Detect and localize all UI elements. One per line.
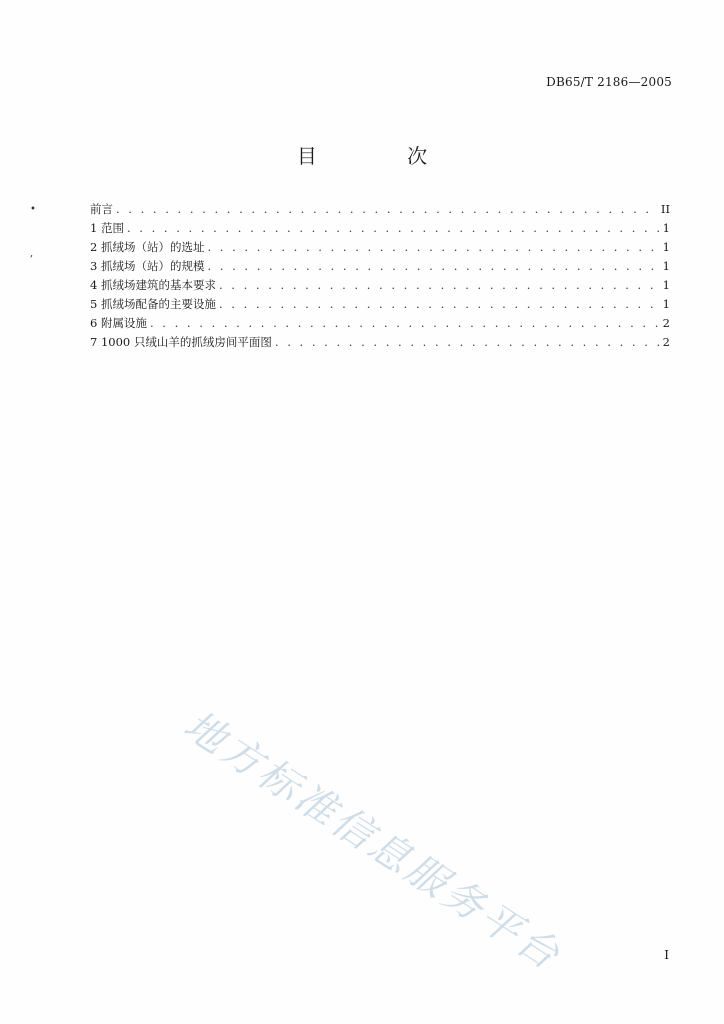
toc-entry[interactable]	[90, 276, 670, 295]
toc-entry[interactable]	[90, 314, 670, 333]
toc-entry[interactable]	[90, 333, 670, 352]
table-of-contents	[90, 200, 670, 352]
toc-leader-dots	[219, 295, 660, 314]
toc-leader-dots	[275, 333, 660, 352]
toc-entry-page: 2	[662, 335, 670, 349]
toc-entry-page: 1	[662, 240, 670, 254]
toc-leader-dots	[127, 219, 660, 238]
scan-speck: •	[30, 204, 36, 215]
toc-leader-dots	[207, 238, 659, 257]
toc-entry-label: 6 附属设施	[90, 316, 147, 330]
standard-code: DB65/T 2186—2005	[546, 75, 672, 89]
toc-entry[interactable]	[90, 200, 670, 219]
toc-entry-label: 4 抓绒场建筑的基本要求	[90, 278, 216, 292]
toc-entry-label: 3 抓绒场（站）的规模	[90, 259, 205, 273]
toc-entry-page: 1	[662, 259, 670, 273]
toc-entry[interactable]	[90, 295, 670, 314]
toc-entry-page: 1	[662, 278, 670, 292]
toc-entry-label: 7 1000 只绒山羊的抓绒房间平面图	[90, 335, 272, 349]
toc-entry-label: 2 抓绒场（站）的选址	[90, 240, 205, 254]
watermark: 地方标准信息服务平台	[175, 702, 570, 981]
page-title: 目 次	[296, 144, 470, 168]
toc-leader-dots	[219, 276, 660, 295]
toc-entry-label: 5 抓绒场配备的主要设施	[90, 297, 216, 311]
toc-leader-dots	[207, 257, 659, 276]
toc-entry-page: II	[660, 202, 670, 216]
scan-speck: ,	[30, 248, 34, 259]
toc-entry-label: 前言	[90, 202, 113, 216]
toc-entry[interactable]	[90, 238, 670, 257]
toc-leader-dots	[150, 314, 660, 333]
toc-entry-page: 1	[662, 221, 670, 235]
page-number: I	[664, 948, 669, 962]
toc-entry-page: 2	[662, 316, 670, 330]
toc-entry-page: 1	[662, 297, 670, 311]
toc-entry[interactable]	[90, 257, 670, 276]
toc-leader-dots	[116, 200, 658, 219]
toc-entry-label: 1 范围	[90, 221, 124, 235]
toc-entry[interactable]	[90, 219, 670, 238]
